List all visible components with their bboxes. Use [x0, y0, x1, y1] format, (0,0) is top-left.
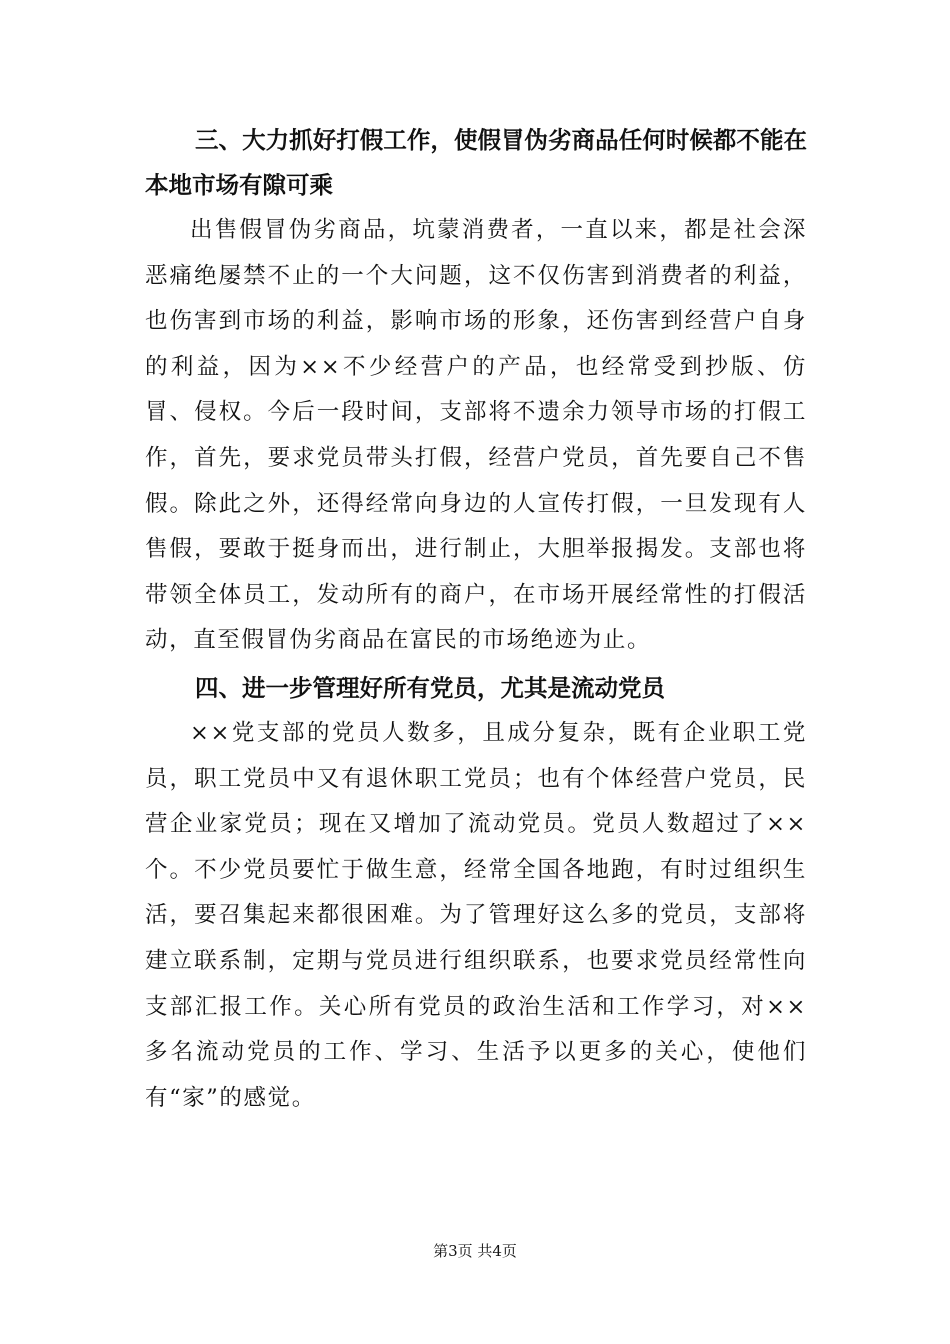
document-body	[145, 118, 807, 1121]
section-heading-3: 三、大力抓好打假工作，使假冒伪劣商品任何时候都不能在本地市场有隙可乘	[145, 126, 807, 199]
page-footer: 第3页 共4页	[433, 1242, 517, 1260]
section-paragraph-3: 出售假冒伪劣商品，坑蒙消费者，一直以来，都是社会深恶痛绝屡禁不止的一个大问题，这不仅伤害到消费者的利益，也伤害到市场的利益，影响市场的形象，还伤害到经营户自身的利益，因为××不少经营户的产品，也经常受到抄版、仿冒、侵权。今后一段时间，支部将不遗余力领导市场的打假工作，首先，要求党员带头打假，经营户党员，首先要自己不售假。除此之外，还得经常向身边的人宣传打假，一旦发现有人售假，要敢于挺身而出，进行制止，大胆举报揭发。支部也将带领全体员工，发动所有的商户，在市场开展经常性的打假活动，直至假冒伪劣商品在富民的市场绝迹为止。	[145, 217, 807, 654]
section-heading-4: 四、进一步管理好所有党员，尤其是流动党员	[195, 673, 665, 702]
section-paragraph-4: ××党支部的党员人数多，且成分复杂，既有企业职工党员，职工党员中又有退休职工党员；也有个体经营户党员，民营企业家党员；现在又增加了流动党员。党员人数超过了××个。不少党员要忙于做生意，经常全国各地跑，有时过组织生活，要召集起来都很困难。为了管理好这么多的党员，支部将建立联系制，定期与党员进行组织联系，也要求党员经常性向支部汇报工作。关心所有党员的政治生活和工作学习，对××多名流动党员的工作、学习、生活予以更多的关心，使他们有“家”的感觉。	[145, 719, 807, 1111]
